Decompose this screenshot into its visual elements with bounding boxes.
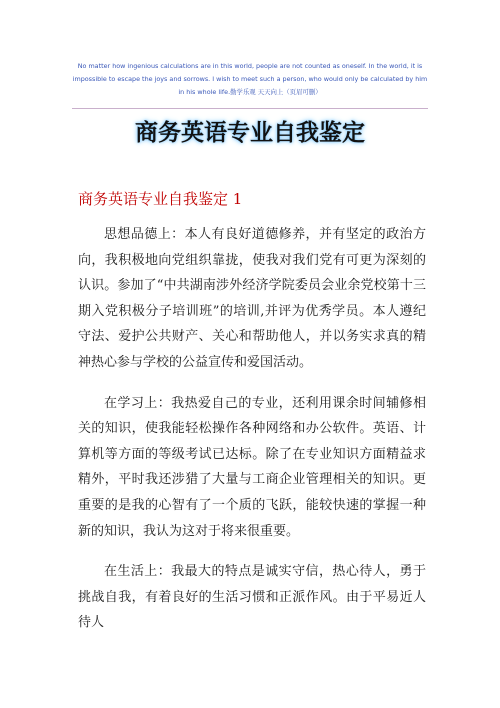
header-quote-english: No matter how ingenious calculations are in this world, people are not counted as oneself. In the world, it is impossible to escape the joys and sorrows. I wish to meet such a person, who would only be calculated by him in his whole life. <box>72 62 428 96</box>
header-quote-chinese: 勤学乐观 天天向上（页眉可删） <box>230 88 322 96</box>
paragraph-study: 在学习上：我热爱自己的专业，还利用课余时间辅修相关的知识，使我能轻松操作各种网络和办公软件。英语、计算机等方面的等级考试已达标。除了在专业知识方面精益求精外，平时我还涉猎了大量与工商企业管理相关的知识。更重要的是我的心智有了一个质的飞跃，能较快速的掌握一种新的知识，我认为这对于将来很重要。 <box>78 395 426 539</box>
body-text <box>78 222 426 651</box>
paragraph-life: 在生活上：我最大的特点是诚实守信，热心待人，勇于挑战自我，有着良好的生活习惯和正派作风。由于平易近人待人 <box>78 564 426 631</box>
section-heading: 商务英语专业自我鉴定 1 <box>78 190 243 208</box>
page-header <box>70 60 430 99</box>
paragraph-ideology: 思想品德上：本人有良好道德修养，并有坚定的政治方向，我积极地向党组织靠拢，使我对我们党有可更为深刻的认识。参加了“中共湖南涉外经济学院委员会业余党校第十三期入党积极分子培训班”的培训,并评为优秀学员。本人遵纪守法、爱护公共财产、关心和帮助他人，并以务实求真的精神热心参与学校的公益宣传和爱国活动。 <box>78 227 426 370</box>
document-title: 商务英语专业自我鉴定 <box>135 120 365 146</box>
header-divider <box>72 108 428 109</box>
